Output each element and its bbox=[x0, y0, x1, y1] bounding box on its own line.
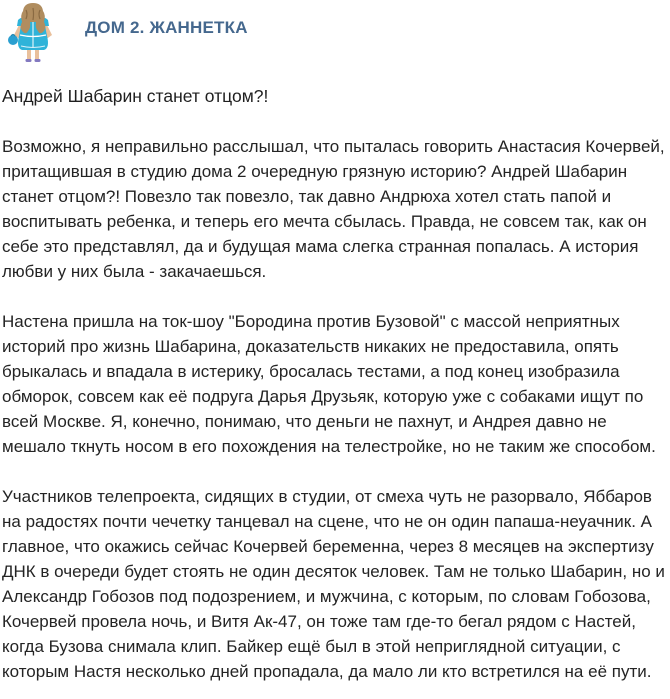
article-paragraph-2: Настена пришла на ток-шоу "Бородина против Бузовой" с массой неприятных историй про жизнь Шабарина, доказательств никаких не предоставила, опять брыкалась и впадала в истерику, бросалась тестами, а под конец изобразила обморок, совсем как её подруга Дарья Друзьяк, которую уже с собаками ищут по всей Москве. Я, конечно, понимаю, что деньги не пахнут, и Андрея давно не мешало ткнуть носом в его похождения на телестройке, но не таким же способом. bbox=[2, 312, 656, 456]
article-paragraph-1: Возможно, я неправильно расслышал, что пыталась говорить Анастасия Кочервей, притащившая в студию дома 2 очередную грязную историю? Андрей Шабарин станет отцом?! Повезло так повезло, так давно Андрюха хотел стать папой и воспитывать ребенка, и теперь его мечта сбылась. Правда, не совсем так, как он себе это представлял, да и будущая мама слегка странная попалась. А история любви у них была - закачаешься. bbox=[2, 137, 665, 281]
article-title: Андрей Шабарин станет отцом?! bbox=[2, 86, 269, 106]
community-avatar[interactable] bbox=[4, 2, 62, 64]
article-paragraph-3: Участников телепроекта, сидящих в студии, от смеха чуть не разорвало, Яббаров на радостях почти чечетку танцевал на сцене, что не он один папаша-неуачник. А главное, что окажись сейчас Кочервей беременна, через 8 месяцев на экспертизу ДНК в очереди будет стоять не один десяток человек. Там не только Шабарин, но и Александр Гобозов под подозрением, и мужчина, с которым, по словам Гобозова, Кочервей провела ночь, и Витя Ак-47, он тоже там где-то бегал рядом с Настей, когда Бузова снимала клип. Байкер ещё был в этой неприглядной ситуации, с которым Настя несколько дней пропадала, да мало ли кто встретился на её пути. bbox=[2, 487, 665, 681]
woman-in-turquoise-dress-icon bbox=[4, 2, 62, 64]
community-name-link[interactable]: ДОМ 2. ЖАННЕТКА bbox=[85, 18, 248, 37]
post-header bbox=[0, 0, 670, 64]
article-body bbox=[0, 85, 670, 684]
